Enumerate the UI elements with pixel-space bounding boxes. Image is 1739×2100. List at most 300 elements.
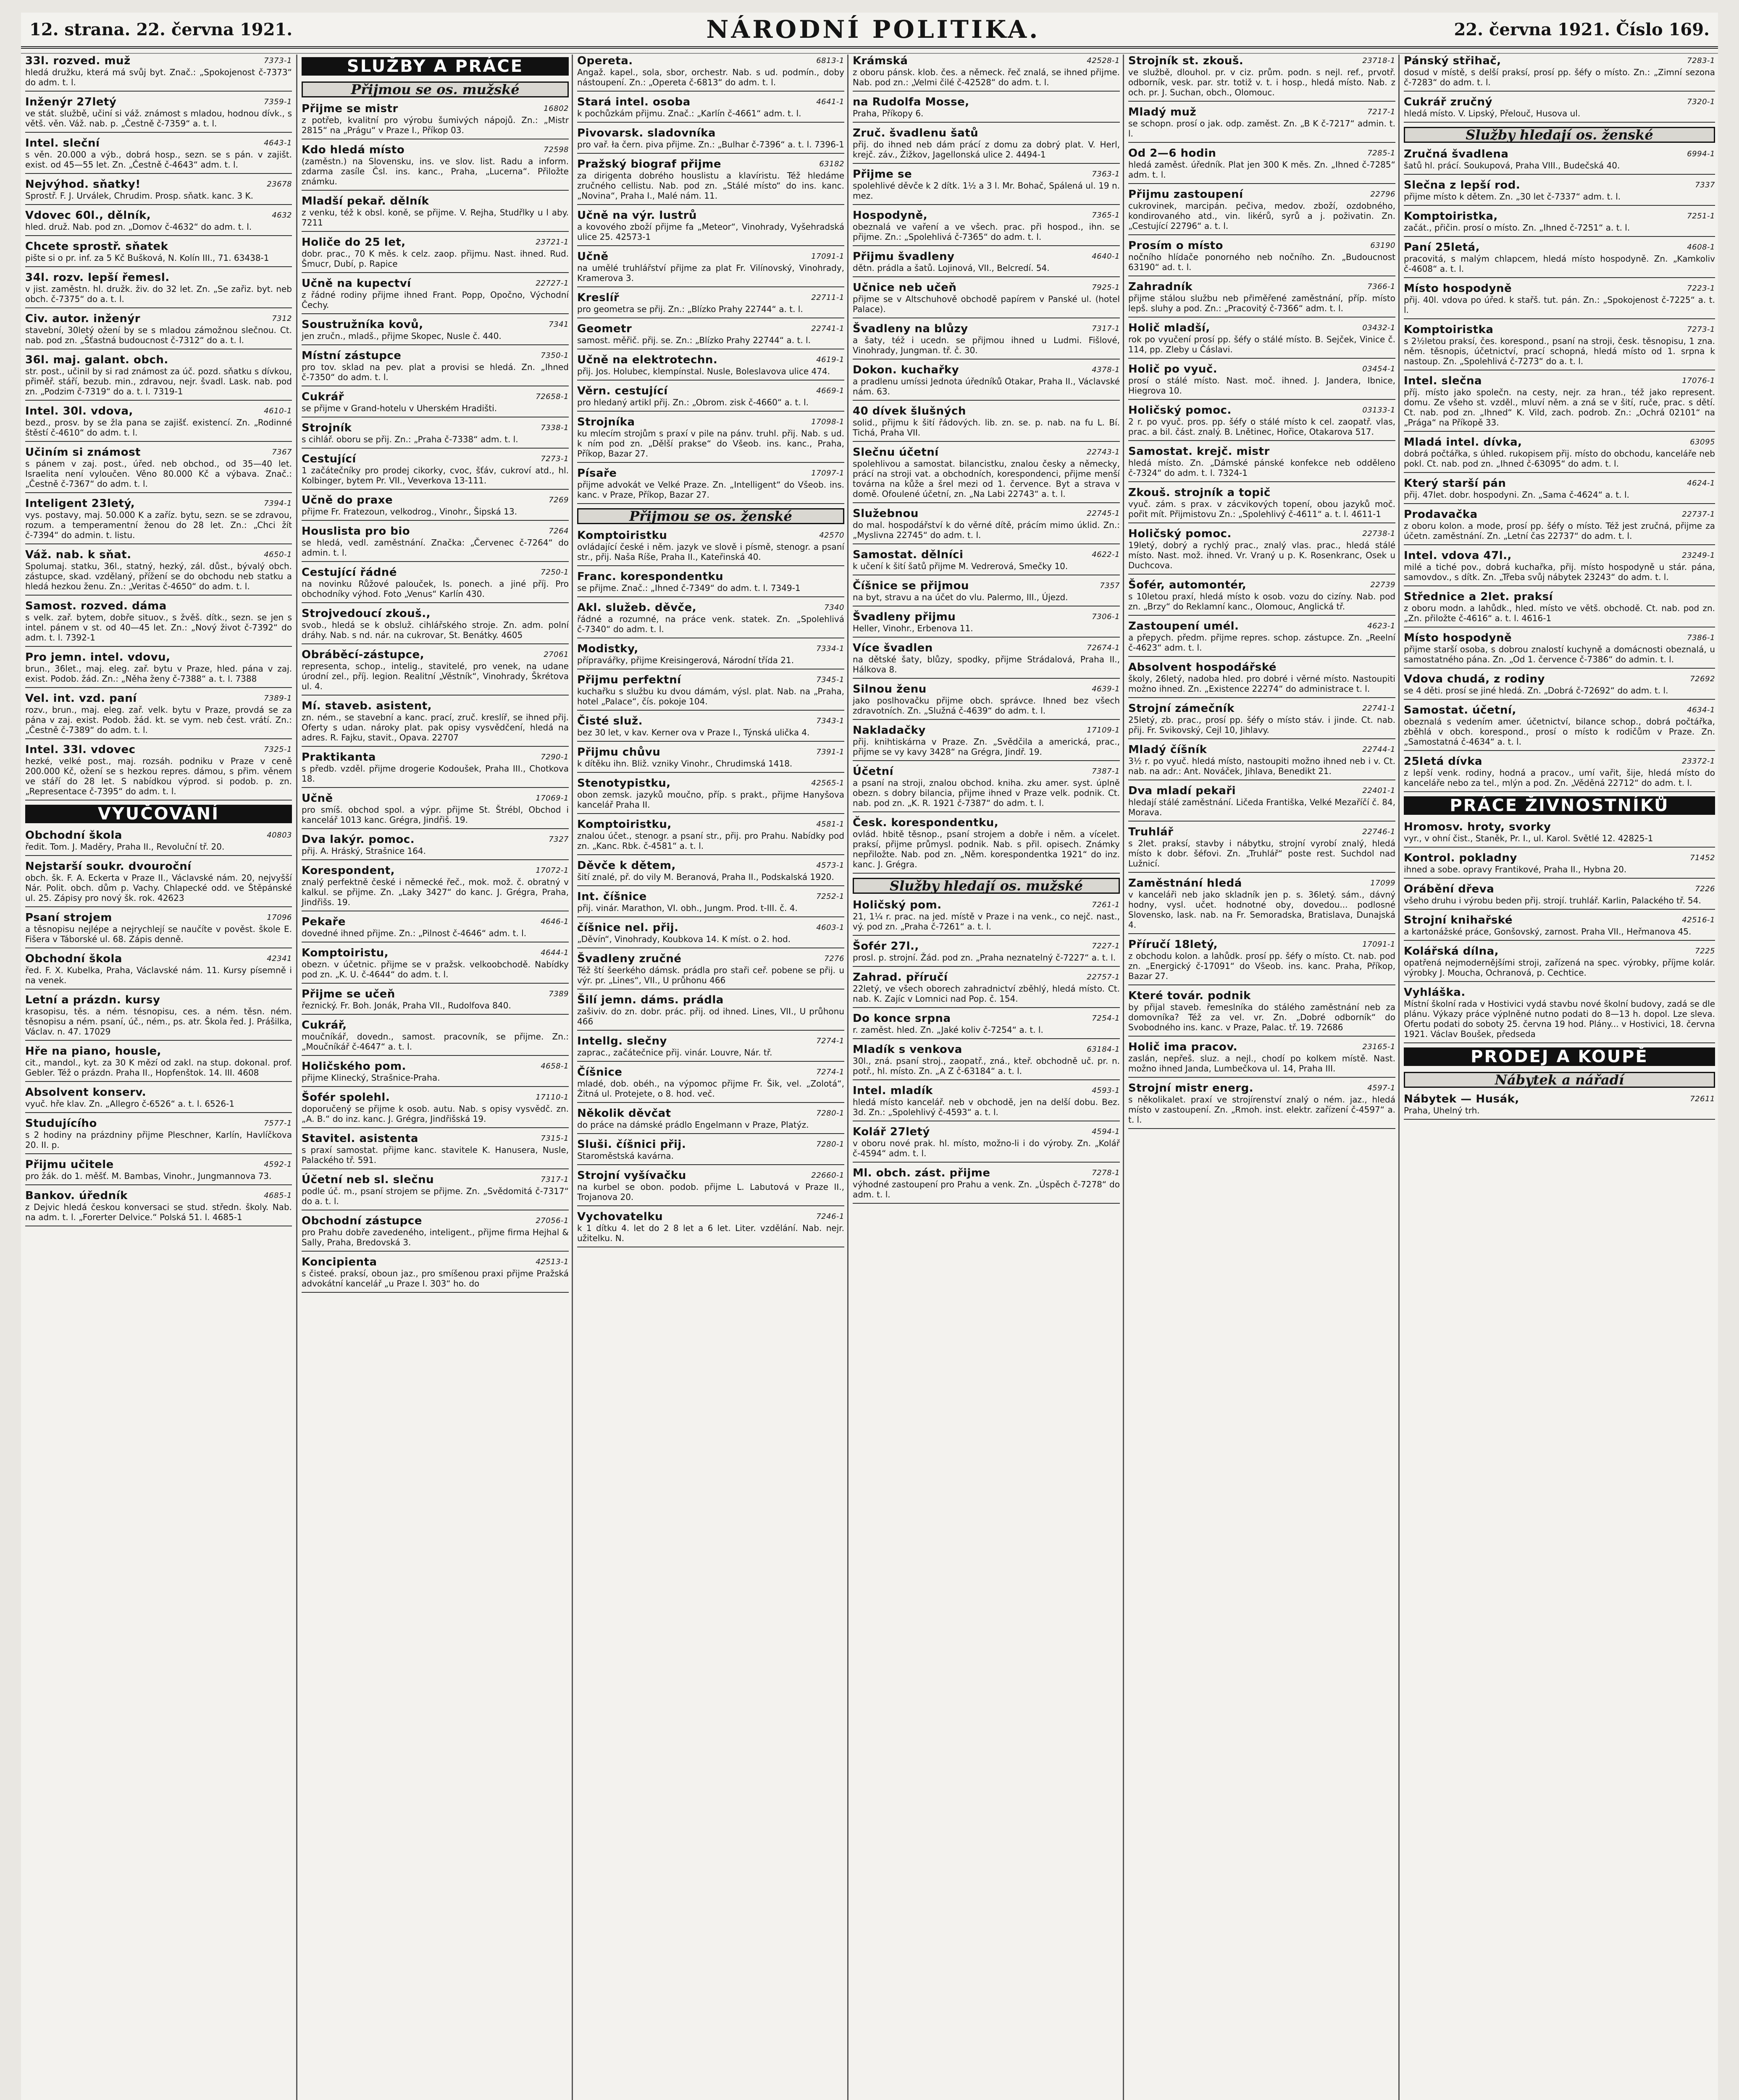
ad-headline: Služebnou bbox=[853, 507, 919, 520]
ad-headline-row bbox=[1128, 826, 1395, 838]
ad-headline: Kreslíř bbox=[577, 291, 620, 304]
ad-body: 25letý, zb. prac., prosí pp. šéfy o místo stáv. i jinde. Ct. nab. přij. Fr. Svikovský, Cejl 10, Jihlavy. bbox=[1128, 715, 1395, 735]
ad-headline: Prodavačka bbox=[1404, 508, 1478, 521]
ad-code: 17109-1 bbox=[1087, 726, 1120, 735]
ad-headline: Přijmu švadleny bbox=[853, 250, 955, 263]
ad-code: 7317-1 bbox=[541, 1175, 569, 1184]
ad-headline: Holič po vyuč. bbox=[1128, 363, 1218, 375]
ad-headline: Silnou ženu bbox=[853, 683, 927, 696]
classified-ad bbox=[302, 349, 569, 386]
ad-body: krasopisu, těs. a ném. tésnopisu, ces. a ném. těsn. ném. těsnopisu a ném. psaní, úč., ném., ps. atr. Škola řed. J. Prášilka, Václav. n. 47. 17029 bbox=[25, 1006, 292, 1037]
ad-code: 40803 bbox=[267, 831, 292, 840]
classified-ad bbox=[1404, 986, 1715, 1043]
ad-body: 30l., zná. psaní stroj., zaopatř., zná., kteř. obchodně uč. pr. n. potř., hl. místo. Zn. „A Z č-63184“ a. t. l. bbox=[853, 1056, 1120, 1076]
ad-body: dobrá počtářka, s úhled. rukopisem přij. místo do obchodu, kanceláře neb pokl. Ct. nab. pod zn. „Ihned č-63095“ do adm. t. l. bbox=[1404, 449, 1715, 469]
ad-code: 22660-1 bbox=[811, 1171, 844, 1180]
ad-body: šití znalé, př. do vily M. Beranová, Praha II., Podskalská 1920. bbox=[577, 872, 834, 882]
ad-code: 7363-1 bbox=[1092, 170, 1120, 178]
ad-headline: Prosím o místo bbox=[1128, 239, 1223, 252]
ad-headline-row bbox=[1404, 632, 1715, 644]
ad-body: ve službě, dlouhol. pr. v ciz. prům. podn. s nejl. ref., prvotř. odborník, vesk. par. str. totiž v. t. i hosp., hledá místo. Nab. z och. pr. J. Suchan, obch., Olomouc. bbox=[1128, 67, 1395, 97]
classified-ad bbox=[1404, 241, 1715, 278]
ad-body: pište si o pr. inf. za 5 Kč Bušková, N. Kolín III., 71. 63438-1 bbox=[25, 253, 269, 263]
ad-headline-row bbox=[302, 318, 569, 331]
ad-headline-row bbox=[25, 1158, 292, 1171]
ad-headline-row bbox=[577, 1107, 844, 1120]
ad-headline-row bbox=[853, 816, 1120, 829]
ad-code: 22741-1 bbox=[811, 324, 844, 333]
ad-headline-row bbox=[577, 467, 844, 480]
ad-body: řed. F. X. Kubelka, Praha, Václavské nám. 11. Kursy písemně i na venek. bbox=[25, 965, 292, 985]
classified-ad bbox=[1128, 702, 1395, 739]
ad-code: 7925-1 bbox=[1092, 283, 1120, 292]
ad-code: 7312 bbox=[272, 314, 292, 323]
ad-body: přípravářky, přijme Kreisingerová, Národní třída 21. bbox=[577, 655, 794, 665]
classified-ad bbox=[853, 1043, 1120, 1080]
ad-headline: Slečnu účetní bbox=[853, 446, 939, 459]
ad-body: dětn. prádla a šatů. Lojinová, VII., Belcredí. 54. bbox=[853, 263, 1050, 273]
ad-code: 7261-1 bbox=[1092, 900, 1120, 909]
ad-headline: Holičský pomoc. bbox=[1128, 404, 1232, 417]
ad-body: (zaměstn.) na Slovensku, ins. ve slov. list. Radu a inform. zdarma zasíle Čsl. ins. kanc., Praha, „Lucerna“. Přiložte známku. bbox=[302, 156, 569, 186]
ad-code: 4646-1 bbox=[541, 917, 569, 926]
ad-headline: Strojník bbox=[302, 422, 352, 434]
ad-code: 7334-1 bbox=[816, 644, 844, 653]
ad-body: přij. 47let. dobr. hospodyni. Zn. „Sama č-4624“ a. t. l. bbox=[1404, 490, 1629, 500]
ad-headline-row bbox=[1404, 852, 1715, 864]
ad-code: 4640-1 bbox=[1092, 252, 1120, 261]
ad-body: hledá místo. V. Lipský, Přelouč, Husova ul. bbox=[1404, 108, 1581, 118]
ad-body: r. zaměst. hled. Zn. „Jaké koliv č-7254“ a. t. l. bbox=[853, 1025, 1043, 1035]
ad-code: 03432-1 bbox=[1362, 323, 1395, 332]
ad-body: přijme Fr. Fratezoun, velkodrog., Vinohr., Šipská 13. bbox=[302, 507, 517, 517]
ad-headline-row bbox=[577, 715, 844, 727]
ad-code: 7225 bbox=[1695, 947, 1715, 956]
ad-headline: Samost. rozved. dáma bbox=[25, 600, 167, 612]
classified-ad bbox=[302, 1173, 569, 1210]
ad-body: z Dejvic hledá českou konversaci se stud. středn. školy. Nab. na adm. t. l. „Forerter Delvice.“ Polská 51. l. 4685-1 bbox=[25, 1202, 292, 1222]
ad-headline-row bbox=[577, 127, 844, 139]
ad-body: s velk. zař. bytem, dobře situov., s žvěš. dítk., sezn. se jen s intel. pánem v st. od 40—45 let. Zn.: „Nový život č-7392“ do adm. t. l. 7392-1 bbox=[25, 612, 292, 643]
ad-body: se hledá, vedl. zaměstnání. Značka: „Červenec č-7264“ do admin. t. l. bbox=[302, 538, 569, 558]
ad-headline: Účetní bbox=[853, 765, 894, 778]
ad-code: 7254-1 bbox=[1092, 1014, 1120, 1023]
ad-headline-row bbox=[577, 570, 844, 583]
classified-ad bbox=[25, 743, 292, 801]
ad-headline-row bbox=[577, 1035, 844, 1047]
ad-code: 42570 bbox=[819, 531, 844, 540]
ad-headline-row bbox=[577, 250, 844, 263]
ad-body: s 2½letou praksí, čes. korespond., psaní na stroji, česk. těsnopisu, 1 zna. něm. těsnopis, účetnictví, prací schopná, hledá místo od 1. srpna k nastoup. Zn. „Spolehlivá č-7273“ do a. t. l. bbox=[1404, 336, 1715, 366]
ad-headline-row bbox=[853, 281, 1120, 294]
ad-headline-row bbox=[1128, 486, 1395, 499]
ad-headline-row bbox=[1128, 188, 1395, 201]
classified-ad bbox=[302, 1132, 569, 1169]
ad-body: Spolumaj. statku, 36l., statný, hezký, zál. důst., bývalý obch. zástupce, skad. vzdělaný, přížení se do obchodu neb statku a hledá hezkou ženu. Zn.: „Veritas č-4650“ do adm. t. l. bbox=[25, 561, 292, 591]
ad-body: prosí o stálé místo. Nast. moč. ihned. J. Jandera, Ibnice, Hiegrova 10. bbox=[1128, 375, 1395, 396]
classified-ad bbox=[302, 1091, 569, 1128]
ad-headline: Komptoiristka bbox=[1404, 323, 1494, 336]
ad-code: 17099 bbox=[1370, 879, 1395, 887]
ad-body: ředit. Tom. J. Maděry, Praha II., Revoluční tř. 20. bbox=[25, 842, 225, 852]
classified-ad bbox=[577, 859, 844, 886]
ad-body: prosl. p. strojní. Žád. pod zn. „Praha neznatelný č-7227“ a. t. l. bbox=[853, 953, 1116, 963]
ad-code: 63184-1 bbox=[1087, 1045, 1120, 1054]
ad-headline: Absolvent konserv. bbox=[25, 1086, 147, 1099]
classified-ad bbox=[1404, 673, 1715, 700]
ad-headline: Opereta. bbox=[577, 55, 633, 67]
ad-body: obeznalá ve vaření a ve všech. prac. při hospod., ihn. se přijme. Zn.: „Spolehlivá č-7365“ do adm. t. l. bbox=[853, 222, 1120, 242]
ad-headline: Místo hospodyně bbox=[1404, 282, 1512, 295]
ad-headline-row bbox=[1128, 743, 1395, 756]
ad-body: z venku, též k obsl. koně, se přijme. V. Rejha, Studřlky u l aby. 7211 bbox=[302, 207, 569, 228]
classified-ad bbox=[25, 137, 292, 174]
classified-ad bbox=[1128, 404, 1395, 441]
ad-headline-row bbox=[1128, 363, 1395, 375]
ad-code: 7345-1 bbox=[816, 675, 844, 684]
ad-headline: Samostat. dělníci bbox=[853, 549, 964, 561]
ad-headline-row bbox=[1128, 239, 1395, 252]
classified-ad bbox=[25, 1117, 292, 1154]
classified-ad bbox=[853, 765, 1120, 812]
ad-headline-row bbox=[1404, 282, 1715, 295]
ad-body: v jist. zaměstn. hl. družk. živ. do 32 let. Zn. „Se zařiz. byt. neb obch. č-7375“ do a. t. l. bbox=[25, 284, 292, 304]
classified-ad bbox=[25, 600, 292, 647]
ad-headline: Int. číšnice bbox=[577, 890, 647, 903]
ad-body: přijme místo k dětem. Zn. „30 let č-7337“ adm. t. l. bbox=[1404, 192, 1621, 202]
ad-headline-row bbox=[577, 291, 844, 304]
ad-headline-row bbox=[302, 236, 569, 249]
classified-ad bbox=[577, 467, 844, 504]
ad-headline-row bbox=[302, 792, 569, 805]
ad-headline: Komptoiristku bbox=[577, 529, 667, 542]
ad-code: 22757-1 bbox=[1087, 973, 1120, 982]
classified-ad bbox=[1404, 821, 1715, 848]
newspaper-page bbox=[21, 13, 1718, 2100]
ad-headline: Obráběcí-zástupce, bbox=[302, 648, 425, 661]
ad-body: z potřeb, kvalitní pro výrobu šumivých nápojů. Zn.: „Mistr 2815“ na „Prágu“ v Praze I., Příkop 03. bbox=[302, 115, 569, 135]
ad-headline-row bbox=[577, 859, 844, 872]
ad-body: přij. vinár. Marathon, VI. obh., Jungm. Prod. t-III. č. 4. bbox=[577, 903, 798, 913]
ad-code: 7227-1 bbox=[1092, 942, 1120, 950]
ad-body: obeznalá s vedením amer. účetnictví, bilance schop., dobrá počtářka, zběhlá v obch. korespond., prosí o místo k rodičům v Praze. Zn. „Samostatná č-4634“ a. t. l. bbox=[1404, 717, 1715, 747]
ad-code: 7280-1 bbox=[816, 1109, 844, 1118]
ad-headline-row bbox=[302, 1091, 569, 1104]
ad-code: 4650-1 bbox=[264, 550, 292, 559]
classified-ad bbox=[853, 899, 1120, 936]
ad-body: doporučený se přijme k osob. autu. Nab. s opisy vysvědč. zn. „A. B.“ do inz. kanc. J. Grégra, Jindřišská 19. bbox=[302, 1104, 569, 1124]
ad-headline: Zastoupení umél. bbox=[1128, 620, 1239, 633]
column-2 bbox=[296, 55, 573, 2100]
ad-body: podle úč. m., psaní strojem se přijme. Zn. „Svědomitá č-7317“ do a. t. l. bbox=[302, 1186, 569, 1206]
classified-ad bbox=[853, 250, 1120, 277]
ad-body: přij. knihtiskárna v Praze. Zn. „Svědčila a americká, prac., přijme se vy kavy 3428“ na Grégra, Jindř. 19. bbox=[853, 737, 1120, 757]
ad-code: 7276 bbox=[824, 954, 844, 963]
classified-ad bbox=[853, 446, 1120, 503]
ad-code: 7325-1 bbox=[264, 745, 292, 754]
ad-headline: Holičský pomoc. bbox=[1128, 528, 1232, 540]
classified-ad bbox=[577, 1169, 844, 1206]
classified-ad bbox=[853, 1126, 1120, 1163]
ad-headline-row bbox=[853, 642, 1120, 654]
ad-headline-row bbox=[302, 947, 569, 959]
ad-code: 4581-1 bbox=[816, 820, 844, 829]
classified-ad bbox=[853, 642, 1120, 679]
classified-ad bbox=[302, 916, 569, 942]
ad-body: ovlád. hbitě těsnop., psaní strojem a dobře i něm. a vícelet. praksí, přijme průmysl. podnik. Nab. s přil. opisech. Známky nepřiložte. Nab. pod zn. „Něm. korespondentka 1921“ do inz. kanc. J. Grégra. bbox=[853, 829, 1120, 869]
ad-headline-row bbox=[1404, 148, 1715, 160]
ad-headline: Zruč. švadlenu šatů bbox=[853, 127, 979, 139]
ad-code: 7394-1 bbox=[264, 499, 292, 508]
ad-code: 4603-1 bbox=[816, 923, 844, 932]
classified-ad bbox=[1404, 591, 1715, 627]
classified-ad bbox=[853, 55, 1120, 92]
ad-code: 7280-1 bbox=[816, 1140, 844, 1149]
classified-ad bbox=[302, 566, 569, 603]
ad-headline: Inženýr 27letý bbox=[25, 96, 117, 108]
ad-code: 4608-1 bbox=[1687, 243, 1715, 252]
ad-headline: Holič mladší, bbox=[1128, 322, 1210, 334]
ad-body: Angaž. kapel., sola, sbor, orchestr. Nab. s ud. podmín., doby nástoupení. Zn.: „Opereta č-6813“ do adm. t. l. bbox=[577, 67, 844, 87]
classified-ad bbox=[853, 168, 1120, 205]
classified-ad bbox=[25, 1189, 292, 1226]
ad-code: 4573-1 bbox=[816, 861, 844, 870]
ad-code: 7320-1 bbox=[1687, 97, 1715, 106]
ad-body: vys. postavy, maj. 50.000 K a zaříz. bytu, sezn. se se zdravou, rozum. a temperamentní ženou do 28 let. Zn.: „Chci žít č-7394“ do admin. t. listu. bbox=[25, 510, 292, 540]
ad-body: 22letý, ve všech oborech zahradnictví zběhlý, hledá místo. Ct. nab. K. Zajíc v Lomnici nad Pop. č. 154. bbox=[853, 984, 1120, 1004]
classified-ad bbox=[1404, 96, 1715, 123]
classified-ad bbox=[1404, 323, 1715, 370]
classified-ad bbox=[577, 890, 844, 917]
newspaper-title: NÁRODNÍ POLITIKA. bbox=[706, 15, 1040, 44]
ad-headline-row bbox=[25, 549, 292, 561]
ad-headline-row bbox=[302, 391, 569, 403]
ad-headline-row bbox=[302, 607, 569, 620]
classified-ad bbox=[1128, 188, 1395, 235]
ad-code: 4624-1 bbox=[1687, 479, 1715, 488]
classified-ad bbox=[25, 55, 292, 92]
ad-headline-row bbox=[1404, 1093, 1715, 1105]
ad-headline: Vel. int. vzd. paní bbox=[25, 692, 137, 705]
section-banner: SLUŽBY A PRÁCE bbox=[302, 57, 569, 76]
classified-ad bbox=[1128, 661, 1395, 698]
ad-headline: Zkouš. strojník a topič bbox=[1128, 486, 1271, 499]
classified-ad bbox=[577, 777, 844, 814]
ad-headline: Pánský střihač, bbox=[1404, 55, 1501, 67]
ad-headline-row bbox=[853, 899, 1120, 911]
classified-ad bbox=[1128, 363, 1395, 400]
ad-code: 22741-1 bbox=[1362, 704, 1395, 713]
ad-body: rozv., brun., maj. eleg. zař. velk. bytu v Praze, provdá se za pána v zaj. exist. Podob. žád. kt. se vym. neb čest. vrátí. Zn.: „Čestně č-7389“ do adm. t. l. bbox=[25, 705, 292, 735]
ad-body: svob., hledá se k obsluž. cihlářského stroje. Zn. adm. polní dráhy. Nab. s nd. nár. na cukrovar, St. Benátky. 4605 bbox=[302, 620, 569, 640]
ad-headline: Pivovarsk. sladovníka bbox=[577, 127, 716, 139]
ad-code: 63095 bbox=[1690, 438, 1715, 446]
ad-headline: Cukrář, bbox=[302, 1019, 347, 1032]
ad-body: hledá místo. Zn. „Dámské pánské konfekce neb odděleno č-7324“ do adm. t. l. 7324-1 bbox=[1128, 458, 1395, 478]
ad-code: 7217-1 bbox=[1367, 108, 1395, 116]
ad-headline: Ml. obch. zást. přijme bbox=[853, 1167, 990, 1179]
ad-headline: Studujícího bbox=[25, 1117, 97, 1130]
classified-ad bbox=[853, 1012, 1120, 1039]
ad-body: výhodné zastoupení pro Prahu a venk. Zn. „Úspěch č-7278“ do adm. t. l. bbox=[853, 1179, 1120, 1200]
ad-body: 2 r. po vyuč. pros. pp. šéfy o stálé místo k cel. zaopatř. vlas, prac. a bil. část. znalý. B. Lnětinec, Hořice, Otakarova 517. bbox=[1128, 417, 1395, 437]
classified-ad bbox=[302, 195, 569, 232]
ad-code: 17069-1 bbox=[536, 794, 569, 803]
ad-headline-row bbox=[1404, 883, 1715, 895]
ad-code: 42341 bbox=[267, 954, 292, 963]
ad-body: k dítěku ihn. Bliž. vzniky Vinohr., Chrudimská 1418. bbox=[577, 759, 793, 769]
classified-ad bbox=[1128, 528, 1395, 575]
ad-body: v oboru nové prak. hl. místo, možno-li i do výroby. Zn. „Kolář č-4594“ adm. t. l. bbox=[853, 1138, 1120, 1158]
classified-ad bbox=[577, 55, 844, 92]
ad-body: s cihlář. oboru se přij. Zn.: „Praha č-7338“ adm. t. l. bbox=[302, 434, 518, 444]
ad-code: 22744-1 bbox=[1362, 745, 1395, 754]
classified-ad bbox=[853, 971, 1120, 1008]
ad-headline-row bbox=[1128, 1041, 1395, 1053]
ad-headline: Kolářská dílna, bbox=[1404, 945, 1499, 958]
ad-code: 23165-1 bbox=[1362, 1042, 1395, 1051]
ad-headline: Slečna z lepší rod. bbox=[1404, 179, 1521, 192]
ad-body: šatů hl. prácí. Soukupová, Praha VIII., Budečská 40. bbox=[1404, 160, 1620, 171]
ad-headline: Soustružníka kovů, bbox=[302, 318, 423, 331]
ad-body: nočního hlídače ponorného neb nočního. Zn. „Budoucnost 63190“ ad. t. l. bbox=[1128, 252, 1395, 272]
ad-body: přijme advokát ve Velké Praze. Zn. „Intelligent“ do Všeob. ins. kanc. v Praze, Příkop, Bazar 27. bbox=[577, 480, 844, 500]
ad-body: a pradlenu umíssi Jednota úředníků Otakar, Praha II., Václavské nám. 63. bbox=[853, 376, 1120, 396]
ad-headline-row bbox=[302, 349, 569, 362]
ad-body: spolehlivé děvče k 2 dítk. 1½ a 3 l. Mr. Bohač, Spálená ul. 19 n. mez. bbox=[853, 181, 1120, 201]
ad-headline-row bbox=[577, 953, 844, 965]
ad-headline-row bbox=[1128, 106, 1395, 118]
ad-headline: Nakladačky bbox=[853, 724, 926, 737]
ad-headline: Modistky, bbox=[577, 643, 638, 655]
ad-body: pro tov. sklad na pev. plat a provisi se hledá. Zn. „Ihned č-7350“ do adm. t. l. bbox=[302, 362, 569, 382]
classified-ad bbox=[302, 1256, 569, 1293]
ad-headline: Vdova chudá, z rodiny bbox=[1404, 673, 1545, 685]
ad-headline-row bbox=[302, 1173, 569, 1186]
ad-headline: Holiče do 25 let, bbox=[302, 236, 406, 249]
subsection-heading: Přijmou se os. mužské bbox=[302, 81, 569, 97]
ad-headline: Věrn. cestující bbox=[577, 385, 668, 397]
ad-headline: Od 2—6 hodin bbox=[1128, 147, 1216, 160]
ad-code: 16802 bbox=[544, 104, 569, 113]
ad-headline-row bbox=[302, 916, 569, 928]
ad-headline: Stavitel. asistenta bbox=[302, 1132, 418, 1145]
ad-headline: Číšnice bbox=[577, 1066, 623, 1079]
ad-body: v kanceláři neb jako skladník jen p. s. 36letý. sám., dávný hodny, vysl. učet. hodnotné oby, dovedou... podlosné Slovensko, lask. nab. na Fr. Semoradska, Bratislava, Dunajská 4. bbox=[1128, 890, 1395, 930]
classified-ad bbox=[302, 277, 569, 314]
ad-code: 71452 bbox=[1690, 853, 1715, 862]
classified-ad bbox=[577, 96, 844, 123]
classified-ad bbox=[25, 178, 292, 205]
ad-body: a kovového zboží přijme fa „Meteor“, Vinohrady, Vyšehradská ulice 25. 42573-1 bbox=[577, 222, 844, 242]
classified-ad bbox=[25, 651, 292, 688]
ad-headline: Inteligent 23letý, bbox=[25, 497, 135, 510]
classified-ad bbox=[1404, 436, 1715, 473]
ad-headline-row bbox=[302, 277, 569, 290]
ad-code: 7387-1 bbox=[1092, 767, 1120, 776]
classified-ad bbox=[25, 911, 292, 948]
ad-headline: Strojní mistr energ. bbox=[1128, 1082, 1254, 1095]
classified-ad bbox=[25, 497, 292, 544]
classified-ad bbox=[853, 940, 1120, 967]
ad-headline: Šofér 27l., bbox=[853, 940, 919, 953]
ad-headline-row bbox=[25, 354, 292, 366]
ad-headline-row bbox=[1404, 241, 1715, 254]
ad-body: Sprostř. F. J. Urválek, Chrudim. Prosp. sňatk. kanc. 3 K. bbox=[25, 191, 253, 201]
ad-headline-row bbox=[1128, 528, 1395, 540]
ad-body: solid., přijmu k šití řádových. lib. zn. se. p. nab. na fu L. Bí. Tichá, Praha VII. bbox=[853, 417, 1120, 438]
ad-body: a kartonážské práce, Gonšovský, zarnost. Praha VII., Heřmanova 45. bbox=[1404, 927, 1692, 937]
ad-code: 4634-1 bbox=[1687, 706, 1715, 714]
ad-body: str. post., učinil by si rad známost za úč. pozd. sňatku s dívkou, přiměř. stáří, bezub. min., zdravou, nejr. švadl. Lask. nab. pod zn. „Podzim č-7319“ do a. t. l. 7319-1 bbox=[25, 366, 292, 396]
ad-body: hledá zaměst. úředník. Plat jen 300 K měs. Zn. „Ihned č-7285“ adm. t. l. bbox=[1128, 160, 1395, 180]
classified-ad bbox=[1404, 477, 1715, 504]
ad-headline-row bbox=[25, 405, 292, 417]
ad-body: samost. měřič. přij. se. Zn.: „Blízko Prahy 22744“ a. t. l. bbox=[577, 335, 811, 345]
ad-body: dobr. prac., 70 K měs. k celz. zaop. přijmu. Nast. ihned. Rud. Šmucr, Dubí, p. Rapice bbox=[302, 249, 569, 269]
ad-headline-row bbox=[302, 833, 569, 846]
classified-ad bbox=[302, 700, 569, 747]
classified-ad bbox=[577, 1066, 844, 1103]
classified-ad bbox=[1404, 549, 1715, 586]
ad-headline-row bbox=[1404, 436, 1715, 449]
classified-ad bbox=[1128, 877, 1395, 934]
classified-ad bbox=[1404, 282, 1715, 319]
ad-headline: Strojníka bbox=[577, 416, 635, 428]
ad-headline-row bbox=[25, 209, 292, 222]
ad-body: z oboru kolon. a mode, prosí pp. šéfy o místo. Též jest zručná, přijme za účetn. zaměstnání. Zn. „Letní čas 22737“ do adm. t. l. bbox=[1404, 521, 1715, 541]
ad-headline-row bbox=[25, 1045, 292, 1058]
ad-headline-row bbox=[853, 1043, 1120, 1056]
ad-code: 7365-1 bbox=[1092, 211, 1120, 220]
ad-headline: Vyhláška. bbox=[1404, 986, 1466, 999]
ad-headline-row bbox=[1404, 55, 1715, 67]
ad-headline: Sluši. číšnici přij. bbox=[577, 1138, 686, 1151]
ad-headline-row bbox=[25, 312, 292, 325]
ad-code: 17091-1 bbox=[1362, 940, 1395, 949]
ad-headline: Přijmu zastoupení bbox=[1128, 188, 1243, 201]
ad-body: hledá místo kancelář. neb v obchodě, jen na delší dobu. Bez. 3d. Zn.: „Spolehlivý č-4593“ a. t. l. bbox=[853, 1097, 1120, 1117]
classified-ad bbox=[853, 1084, 1120, 1121]
classified-ad bbox=[577, 953, 844, 990]
ad-headline-row bbox=[577, 1066, 844, 1079]
ad-body: znalý perfektně české i německé řeč., mok. mož. č. obratný v kalkul. se přijme. Zn. „Laky 3427“ do kanc. J. Grégra, Praha, Jindřišs. 19. bbox=[302, 877, 569, 907]
ad-code: 7341 bbox=[549, 320, 569, 329]
ad-body: na kurbel se obon. podob. přijme L. Labutová v Praze II., Trojanova 20. bbox=[577, 1182, 844, 1202]
ad-code: 7389-1 bbox=[264, 694, 292, 703]
classified-ad bbox=[853, 281, 1120, 318]
classified-ad bbox=[1404, 179, 1715, 206]
ad-headline: Učiním si známost bbox=[25, 446, 141, 459]
ad-code: 42516-1 bbox=[1682, 916, 1715, 924]
ad-code: 7350-1 bbox=[541, 351, 569, 360]
ad-headline: Několik děvčat bbox=[577, 1107, 671, 1120]
ad-headline-row bbox=[853, 209, 1120, 222]
ad-code: 4594-1 bbox=[1092, 1127, 1120, 1136]
ad-body: brun., 36let., maj. eleg. zař. bytu v Praze, hled. pána v zaj. exist. Podob. žád. Zn.: „Něha ženy č-7388“ a. t. l. 7388 bbox=[25, 664, 292, 684]
ad-headline: Truhlář bbox=[1128, 826, 1174, 838]
classified-ad bbox=[1128, 55, 1395, 102]
ad-headline-row bbox=[853, 250, 1120, 263]
ad-headline-row bbox=[25, 692, 292, 705]
ad-headline-row bbox=[1128, 620, 1395, 633]
classified-ad bbox=[853, 580, 1120, 606]
ad-headline: Intel. 33l. vdovec bbox=[25, 743, 136, 756]
classified-ad bbox=[577, 209, 844, 246]
ad-headline: Kontrol. pokladny bbox=[1404, 852, 1517, 864]
ad-headline-row bbox=[302, 1215, 569, 1227]
ad-headline-row bbox=[302, 494, 569, 507]
